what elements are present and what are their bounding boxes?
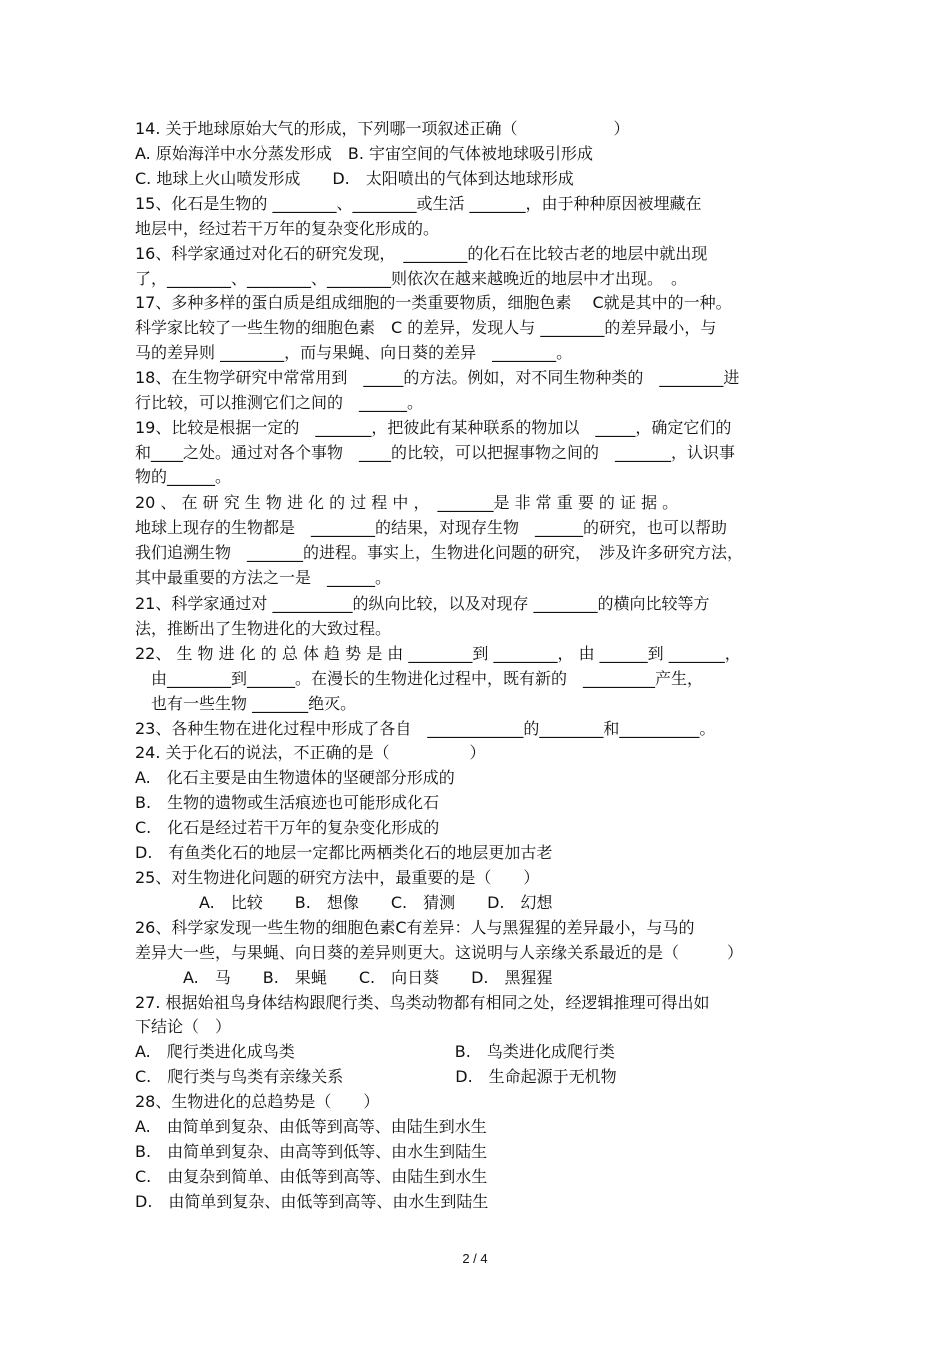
text-line: A. 比较 B. 想像 C. 猜测 D. 幻想 bbox=[135, 893, 553, 912]
text-line: 由________到______。在漫长的生物进化过程中，既有新的 _________产生， bbox=[135, 669, 704, 688]
text-line: 18、在生物学研究中常常用到 _____的方法。例如，对不同生物种类的 ________进 bbox=[135, 368, 740, 387]
text-line: 了，________、________、________则依次在越来越晚近的地层中才出现。 。 bbox=[135, 269, 688, 288]
text-line: 26、科学家发现一些生物的细胞色素C有差异：人与黑猩猩的差异最小，与马的 bbox=[135, 918, 695, 937]
text-line: 22、 生 物 进 化 的 总 体 趋 势 是 由 ________到 ________， 由 ______到 _______， bbox=[135, 644, 741, 663]
text-line: 下结论（ ） bbox=[135, 1017, 232, 1036]
text-line: 马的差异则 ________，而与果蝇、向日葵的差异 ________。 bbox=[135, 343, 573, 362]
text-line: 我们追溯生物 _______的进程。事实上，生物进化问题的研究， 涉及许多研究方法， bbox=[135, 543, 744, 562]
text-line: B. 由简单到复杂、由高等到低等、由水生到陆生 bbox=[135, 1142, 488, 1161]
text-line: 和____之处。通过对各个事物 ____的比较，可以把握事物之间的 _______，认识事 bbox=[135, 443, 736, 462]
text-line: C. 爬行类与鸟类有亲缘关系 D. 生命起源于无机物 bbox=[135, 1067, 617, 1086]
text-line: 其中最重要的方法之一是 ______。 bbox=[135, 568, 392, 587]
text-line: 15、化石是生物的 ________、________或生活 _______，由于种种原因被埋藏在 bbox=[135, 194, 702, 213]
text-line: 物的______。 bbox=[135, 467, 232, 486]
text-line: 14. 关于地球原始大气的形成，下列哪一项叙述正确（ ） bbox=[135, 119, 630, 138]
text-line: 16、科学家通过对化石的研究发现， ________的化石在比较古老的地层中就出现 bbox=[135, 244, 708, 263]
text-line: 差异大一些，与果蝇、向日葵的差异则更大。这说明与人亲缘关系最近的是（ ） bbox=[135, 943, 744, 962]
text-line: 地球上现存的生物都是 ________的结果，对现存生物 ______的研究，也可以帮助 bbox=[135, 518, 728, 537]
text-line: 19、比较是根据一定的 _______，把彼此有某种联系的物加以 _____，确定它们的 bbox=[135, 418, 732, 437]
text-line: 地层中，经过若干万年的复杂变化形成的。 bbox=[135, 219, 440, 238]
text-line: 也有一些生物 _______绝灭。 bbox=[135, 694, 357, 713]
text-line: 17、多种多样的蛋白质是组成细胞的一类重要物质，细胞色素 C就是其中的一种。 bbox=[135, 293, 732, 312]
text-line: A. 爬行类进化成鸟类 B. 鸟类进化成爬行类 bbox=[135, 1042, 615, 1061]
text-line: 21、科学家通过对 __________的纵向比较，以及对现存 ________的横向比较等方 bbox=[135, 594, 710, 613]
text-line: C. 化石是经过若干万年的复杂变化形成的 bbox=[135, 818, 440, 837]
text-line: A. 化石主要是由生物遗体的坚硬部分形成的 bbox=[135, 768, 455, 787]
text-line: 24. 关于化石的说法，不正确的是（ ） bbox=[135, 743, 486, 762]
page-number: 2 / 4 bbox=[462, 1251, 488, 1266]
text-line: 行比较，可以推测它们之间的 ______。 bbox=[135, 393, 424, 412]
text-line: 27. 根据始祖鸟身体结构跟爬行类、鸟类动物都有相同之处，经逻辑推理可得出如 bbox=[135, 993, 710, 1012]
text-line: 23、各种生物在进化过程中形成了各自 ____________的________和__________。 bbox=[135, 719, 716, 738]
text-line: 25、对生物进化问题的研究方法中，最重要的是（ ） bbox=[135, 868, 540, 887]
text-line: 法，推断出了生物进化的大致过程。 bbox=[135, 619, 392, 638]
text-line: C. 地球上火山喷发形成 D. 太阳喷出的气体到达地球形成 bbox=[135, 169, 574, 188]
text-line: B. 生物的遗物或生活痕迹也可能形成化石 bbox=[135, 793, 440, 812]
text-line: 20 、 在 研 究 生 物 进 化 的 过 程 中 ， _______是 非 常 重 要 的 证 据 。 bbox=[135, 493, 679, 512]
text-line: A. 原始海洋中水分蒸发形成 B. 宇宙空间的气体被地球吸引形成 bbox=[135, 144, 593, 163]
text-line: C. 由复杂到简单、由低等到高等、由陆生到水生 bbox=[135, 1167, 488, 1186]
text-line: 28、生物进化的总趋势是（ ） bbox=[135, 1092, 380, 1111]
text-line: A. 马 B. 果蝇 C. 向日葵 D. 黑猩猩 bbox=[135, 968, 553, 987]
text-line: 科学家比较了一些生物的细胞色素 C 的差异，发现人与 ________的差异最小，与 bbox=[135, 318, 717, 337]
text-line: D. 由简单到复杂、由低等到高等、由水生到陆生 bbox=[135, 1192, 489, 1211]
text-line: A. 由简单到复杂、由低等到高等、由陆生到水生 bbox=[135, 1117, 487, 1136]
text-line: D. 有鱼类化石的地层一定都比两栖类化石的地层更加古老 bbox=[135, 843, 553, 862]
